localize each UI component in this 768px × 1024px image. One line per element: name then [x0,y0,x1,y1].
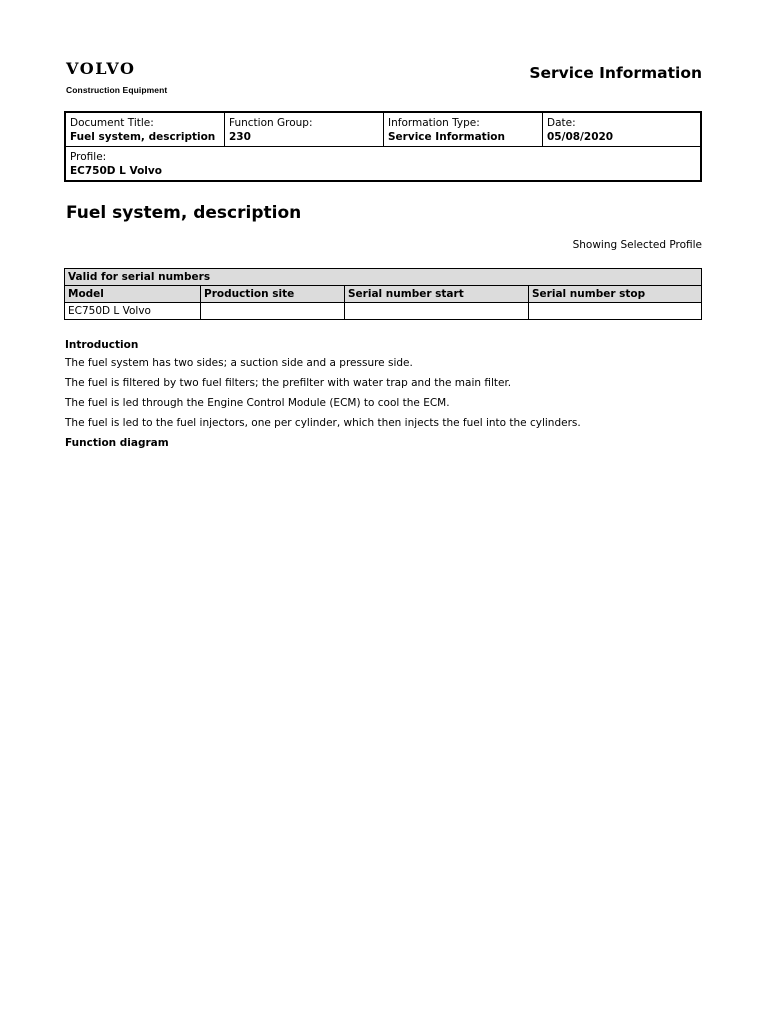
profile-note: Showing Selected Profile [572,239,702,251]
cell-model: EC750D L Volvo [65,303,201,320]
information-type-cell [384,112,543,147]
information-type-value: Service Information [388,131,505,143]
profile-cell [65,147,701,182]
serial-header-row [65,286,702,303]
profile-row [65,147,701,182]
introduction-heading: Introduction [65,339,139,351]
profile-value: EC750D L Volvo [70,165,162,177]
function-group-cell [225,112,384,147]
column-header-production-site: Production site [201,286,345,303]
document-title-value: Fuel system, description [70,131,216,143]
document-body [65,338,705,450]
paragraph: The fuel is led through the Engine Control Module (ECM) to cool the ECM. [65,397,450,409]
date-label: Date: [547,117,576,129]
column-header-serial-stop: Serial number stop [529,286,702,303]
brand-wordmark: VOLVO [66,59,136,78]
cell-serial-stop [529,303,702,320]
serial-caption: Valid for serial numbers [65,269,702,286]
brand-subtitle: Construction Equipment [66,85,168,95]
date-cell [543,112,702,147]
profile-label: Profile: [70,151,107,163]
serial-numbers-table [64,268,702,320]
document-title: Fuel system, description [66,203,302,223]
serial-caption-row [65,269,702,286]
cell-production-site [201,303,345,320]
information-type-label: Information Type: [388,117,480,129]
document-title-cell [65,112,225,147]
column-header-serial-start: Serial number start [345,286,529,303]
cell-serial-start [345,303,529,320]
paragraph: The fuel is filtered by two fuel filters; the prefilter with water trap and the main filter. [65,377,512,389]
document-title-label: Document Title: [70,117,154,129]
document-info-table [64,111,702,182]
header-title: Service Information [529,64,702,82]
function-group-value: 230 [229,131,251,143]
date-value: 05/08/2020 [547,131,614,143]
function-diagram-heading: Function diagram [65,437,169,449]
table-row [65,303,702,320]
function-group-label: Function Group: [229,117,313,129]
volvo-logo [66,60,167,95]
column-header-model: Model [65,286,201,303]
info-row [65,112,701,147]
paragraph: The fuel is led to the fuel injectors, one per cylinder, which then injects the fuel into the cylinders. [65,417,581,429]
paragraph: The fuel system has two sides; a suction side and a pressure side. [65,357,413,369]
